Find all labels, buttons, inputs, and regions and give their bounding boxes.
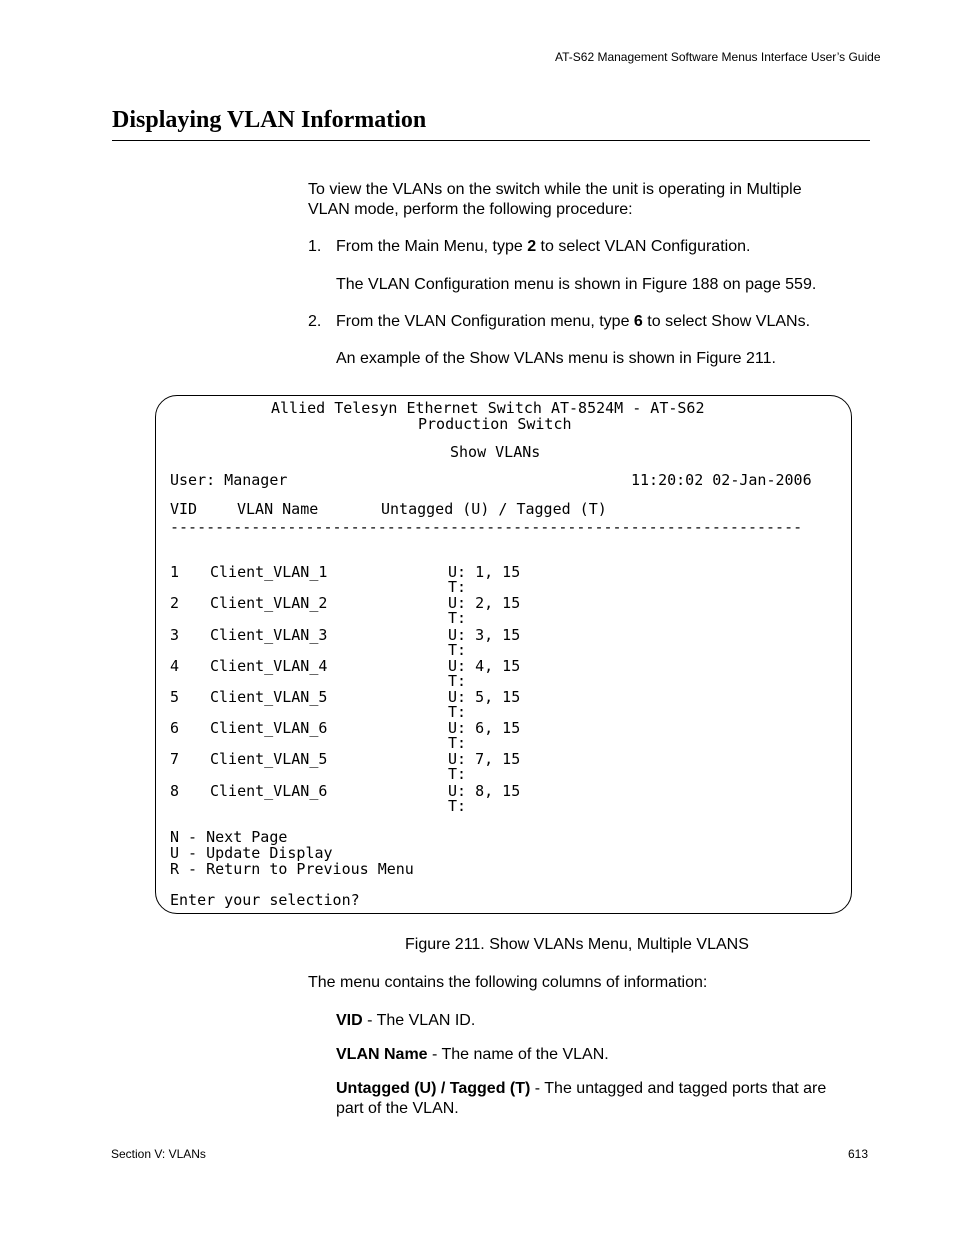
- step-1-key: 2: [527, 238, 537, 255]
- row-vid: 3: [170, 626, 180, 644]
- row-vid: 1: [170, 563, 180, 581]
- row-untagged: U: 6, 15: [448, 719, 521, 737]
- terminal-separator: ----------------------------------------------------------------------: [170, 519, 803, 535]
- row-tagged: T:: [448, 765, 467, 783]
- row-vid: 4: [170, 657, 180, 675]
- definition-desc: - The name of the VLAN.: [427, 1046, 609, 1063]
- definition-desc: - The untagged and tagged ports that are: [530, 1080, 827, 1097]
- row-tagged: T:: [448, 641, 467, 659]
- definition-vid: [336, 1011, 475, 1031]
- column-header-ports: Untagged (U) / Tagged (T): [381, 500, 607, 518]
- row-untagged: U: 4, 15: [448, 657, 521, 675]
- page-number: 613: [848, 1147, 869, 1161]
- definition-ports-line-1: [336, 1079, 826, 1099]
- option-next-page: N - Next Page: [170, 828, 288, 846]
- row-name: Client_VLAN_6: [210, 782, 328, 800]
- row-vid: 8: [170, 782, 180, 800]
- running-header: AT-S62 Management Software Menus Interface User’s Guide: [555, 50, 881, 64]
- row-vid: 5: [170, 688, 180, 706]
- definition-ports: [336, 1079, 826, 1119]
- step-2-key: 6: [633, 313, 643, 330]
- definition-ports-line-2: part of the VLAN.: [336, 1100, 459, 1117]
- terminal-user: User: Manager: [170, 471, 288, 489]
- intro-paragraph: [308, 180, 802, 220]
- row-untagged: U: 7, 15: [448, 750, 521, 768]
- row-tagged: T:: [448, 578, 467, 596]
- columns-intro: The menu contains the following columns of information:: [308, 974, 708, 991]
- row-name: Client_VLAN_5: [210, 688, 328, 706]
- definition-term: VID: [336, 1012, 363, 1029]
- section-title: Displaying VLAN Information: [112, 107, 427, 133]
- definition-term: VLAN Name: [336, 1046, 428, 1063]
- row-name: Client_VLAN_5: [210, 750, 328, 768]
- step-2-after: to select Show VLANs.: [642, 313, 811, 330]
- footer-section: Section V: VLANs: [111, 1147, 206, 1161]
- option-update-display: U - Update Display: [170, 844, 333, 862]
- row-name: Client_VLAN_6: [210, 719, 328, 737]
- row-vid: 2: [170, 594, 180, 612]
- terminal-prompt: Enter your selection?: [170, 891, 360, 909]
- row-tagged: T:: [448, 703, 467, 721]
- terminal-title-line-2: Production Switch: [418, 415, 572, 433]
- intro-line-2: VLAN mode, perform the following procedure:: [308, 201, 633, 218]
- figure-caption: Figure 211. Show VLANs Menu, Multiple VLANS: [405, 936, 749, 953]
- row-untagged: U: 5, 15: [448, 688, 521, 706]
- step-1-number: 1.: [308, 238, 322, 255]
- row-tagged: T:: [448, 797, 467, 815]
- step-2-before: From the VLAN Configuration menu, type: [336, 313, 634, 330]
- row-untagged: U: 2, 15: [448, 594, 521, 612]
- row-vid: 6: [170, 719, 180, 737]
- terminal-menu-name: Show VLANs: [450, 443, 541, 461]
- definition-term: Untagged (U) / Tagged (T): [336, 1080, 531, 1097]
- title-rule: [112, 140, 870, 141]
- intro-line-1: To view the VLANs on the switch while the unit is operating in Multiple: [308, 181, 802, 198]
- step-2-number: 2.: [308, 313, 322, 330]
- row-name: Client_VLAN_1: [210, 563, 328, 581]
- column-header-vid: VID: [170, 500, 198, 518]
- step-1-text: [336, 237, 750, 257]
- step-2-text: [336, 312, 810, 332]
- column-header-name: VLAN Name: [237, 500, 319, 518]
- terminal-timestamp: 11:20:02 02-Jan-2006: [631, 471, 812, 489]
- row-untagged: U: 3, 15: [448, 626, 521, 644]
- row-vid: 7: [170, 750, 180, 768]
- row-name: Client_VLAN_2: [210, 594, 328, 612]
- definition-vlan-name: [336, 1045, 609, 1065]
- row-untagged: U: 8, 15: [448, 782, 521, 800]
- step-1-before: From the Main Menu, type: [336, 238, 528, 255]
- step-1-note: The VLAN Configuration menu is shown in Figure 188 on page 559.: [336, 276, 817, 293]
- row-name: Client_VLAN_4: [210, 657, 328, 675]
- step-1-after: to select VLAN Configuration.: [536, 238, 751, 255]
- row-untagged: U: 1, 15: [448, 563, 521, 581]
- row-name: Client_VLAN_3: [210, 626, 328, 644]
- row-tagged: T:: [448, 609, 467, 627]
- row-tagged: T:: [448, 734, 467, 752]
- option-return-menu: R - Return to Previous Menu: [170, 860, 414, 878]
- terminal-title-line-1: Allied Telesyn Ethernet Switch AT-8524M - AT-S62: [271, 399, 705, 417]
- row-tagged: T:: [448, 672, 467, 690]
- definition-desc: - The VLAN ID.: [362, 1012, 476, 1029]
- step-2-note: An example of the Show VLANs menu is shown in Figure 211.: [336, 350, 776, 367]
